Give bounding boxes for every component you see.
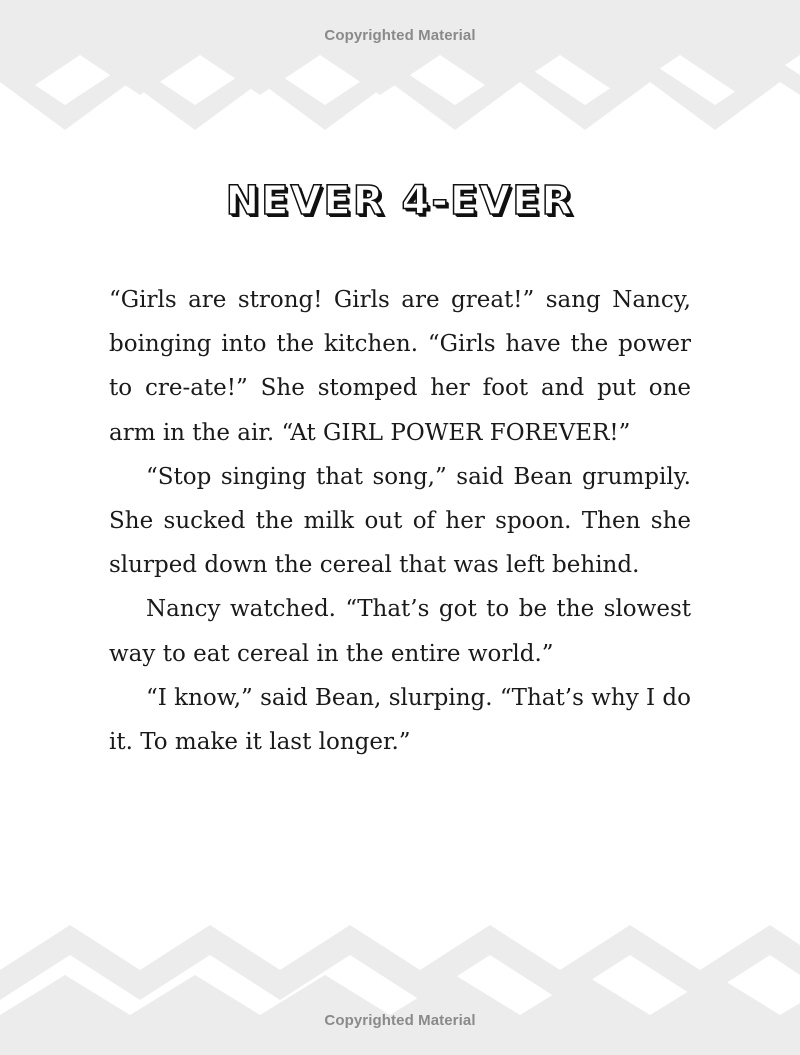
copyright-watermark-top: Copyrighted Material [324,27,476,44]
copyright-watermark-bottom: Copyrighted Material [324,1012,476,1029]
paragraph: Nancy watched. “That’s got to be the slowest way to eat cereal in the entire world.” [109,596,691,667]
paragraph: “I know,” said Bean, slurping. “That’s why I do it. To make it last longer.” [109,684,691,756]
paragraph: “Stop singing that song,” said Bean grumpily. She sucked the milk out of her spoon. Then she slurped down the cereal that was left behind. [109,463,691,579]
top-zigzag-border [0,0,800,135]
paragraph: “Girls are strong! Girls are great!” sang Nancy, boinging into the kitchen. “Girls have the power to cre-ate!” She stomped her foot and put one arm in the air. “At GIRL POWER FOREVER!” [109,287,691,446]
chapter-body [109,278,691,764]
bottom-zigzag-border [0,915,800,1055]
chapter-title: NEVER 4-EVER [225,178,575,224]
